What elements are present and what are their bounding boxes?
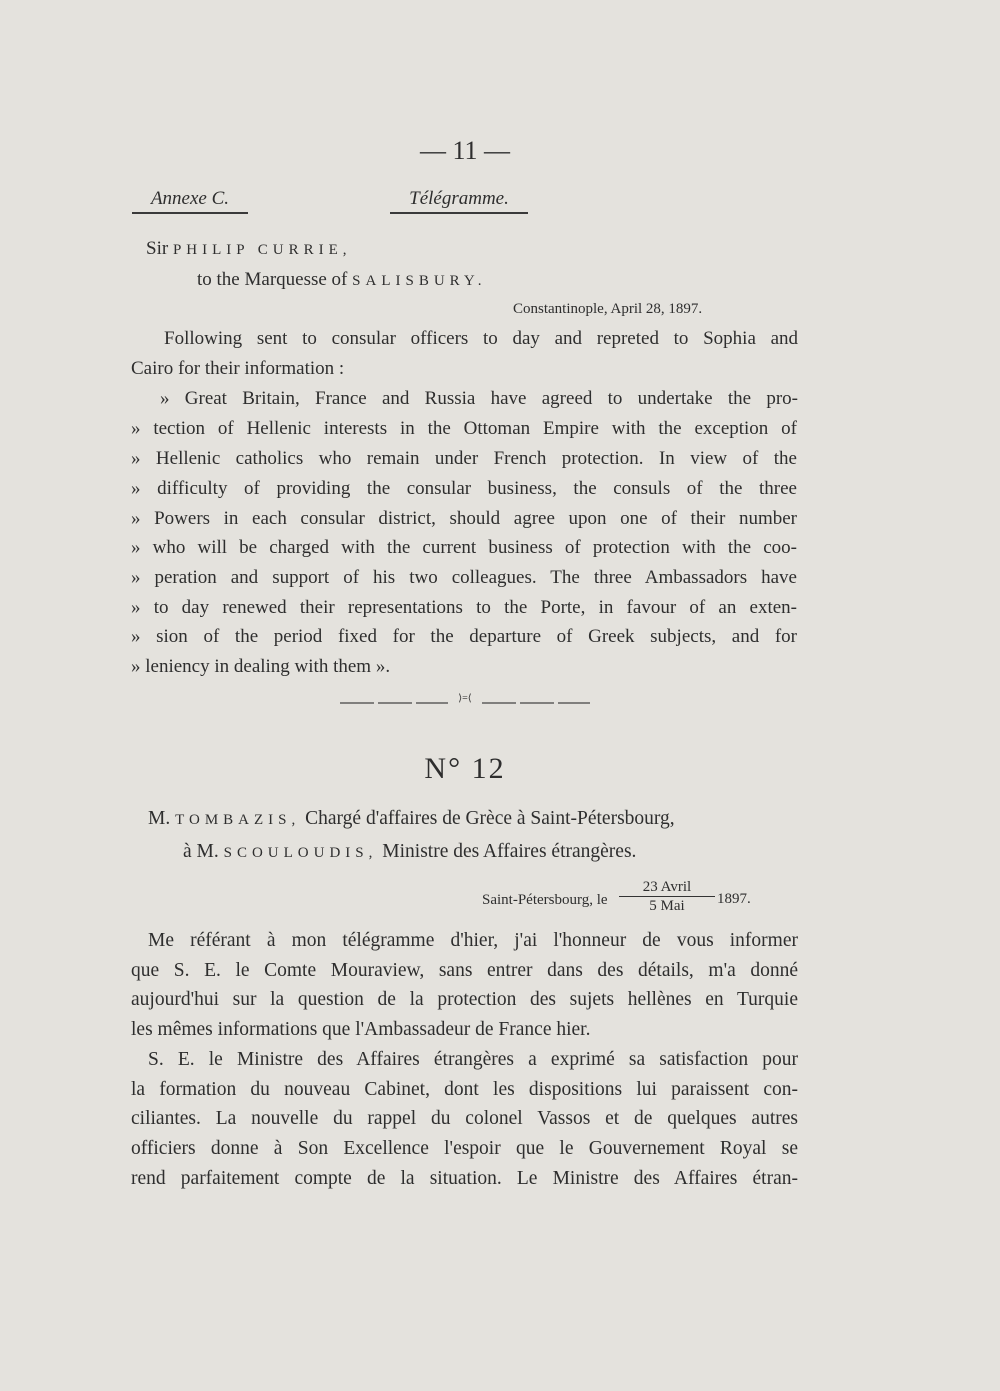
document-number: N° 12 [424, 752, 506, 785]
divider-ornament: ⟩=⟨ [458, 693, 472, 704]
french-line: ciliantes. La nouvelle du rappel du colonel Vassos et de quelques autres [131, 1108, 798, 1129]
date-top: 23 Avril [619, 878, 715, 897]
french-line: rend parfaitement compte de la situation. Le Ministre des Affaires étran- [131, 1168, 798, 1189]
header-2-prefix: à M. [183, 841, 219, 862]
french-line: la formation du nouveau Cabinet, dont les dispositions lui paraissent con- [131, 1079, 798, 1100]
header-line-2 [183, 841, 636, 863]
english-line: » peration and support of his two colleagues. The three Ambassadors have [131, 567, 797, 588]
english-line: Following sent to consular officers to day and repreted to Sophia and [164, 328, 798, 349]
english-line: » sion of the period fixed for the departure of Greek subjects, and for [131, 626, 797, 647]
french-line: aujourd'hui sur la question de la protection des sujets hellènes en Turquie [131, 989, 798, 1010]
header-2-rest: Ministre des Affaires étrangères. [382, 841, 637, 862]
dateline-year: 1897. [717, 891, 751, 907]
recipient-prefix: to the Marquesse of [197, 269, 348, 290]
french-line: que S. E. le Comte Mouraview, sans entrer dans des détails, m'a donné [131, 960, 798, 981]
header-2-name: SCOULOUDIS, [223, 845, 378, 861]
annexe-label: Annexe C. [132, 188, 248, 214]
english-line: » difficulty of providing the consular business, the consuls of the three [131, 478, 797, 499]
header-1-name: TOMBAZIS, [175, 812, 301, 828]
date-bottom: 5 Mai [649, 898, 685, 914]
english-line: » tection of Hellenic interests in the Ottoman Empire with the exception of [131, 418, 797, 439]
english-line: » Powers in each consular district, should agree upon one of their number [131, 508, 797, 529]
dateline-place: Saint-Pétersbourg, le [482, 892, 608, 908]
sender-name: PHILIP CURRIE, [172, 242, 352, 258]
english-line: » to day renewed their representations to the Porte, in favour of an exten- [131, 597, 797, 618]
dateline-constantinople: Constantinople, April 28, 1897. [513, 301, 703, 317]
english-line: » Hellenic catholics who remain under French protection. In view of the [131, 448, 797, 469]
header-line-1 [148, 808, 675, 830]
dateline-fraction [619, 878, 715, 915]
english-line: » Great Britain, France and Russia have agreed to undertake the pro- [160, 388, 798, 409]
page-number: — 11 — [419, 136, 511, 165]
english-line: Cairo for their information : [131, 358, 345, 379]
sender-line [146, 238, 352, 260]
sender-prefix: Sir [146, 238, 169, 259]
french-line: Me référant à mon télégramme d'hier, j'ai l'honneur de vous informer [148, 930, 798, 951]
english-line: » leniency in dealing with them ». [131, 656, 391, 677]
recipient-line [197, 269, 486, 291]
header-1-prefix: M. [148, 808, 171, 829]
french-line: S. E. le Ministre des Affaires étrangères a exprimé sa satisfaction pour [148, 1049, 798, 1070]
french-line: les mêmes informations que l'Ambassadeur de France hier. [131, 1019, 591, 1040]
section-divider [340, 693, 590, 708]
telegram-label: Télégramme. [390, 188, 528, 214]
recipient-name: SALISBURY. [352, 273, 487, 289]
header-1-rest: Chargé d'affaires de Grèce à Saint-Pétersbourg, [305, 808, 675, 829]
english-line: » who will be charged with the current business of protection with the coo- [131, 537, 797, 558]
french-line: officiers donne à Son Excellence l'espoir que le Gouvernement Royal se [131, 1138, 798, 1159]
